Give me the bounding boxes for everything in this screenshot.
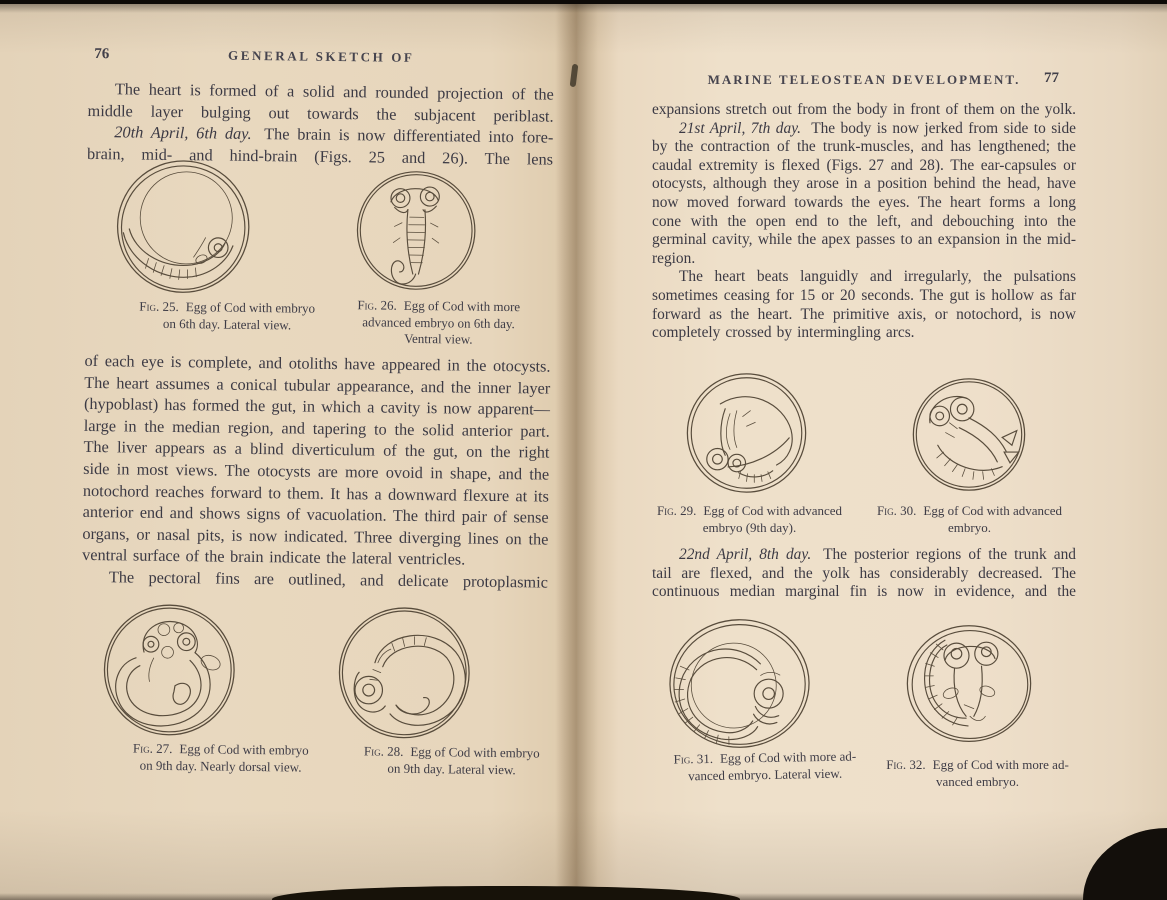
fig-27-egg-embryo-dorsal-illustration (88, 600, 252, 740)
date-lead: 20th April, 6th day. (114, 122, 252, 144)
fig-28-egg-embryo-lateral-illustration (323, 603, 487, 743)
paragraph: expansions stretch out from the body in front of them on the yolk. (652, 101, 1076, 118)
paragraph-dated (652, 120, 1076, 269)
caption-fig-30: Fig. 30. Egg of Cod with advanced embryo. (876, 503, 1063, 535)
caption-fig-25: Fig. 25. Egg of Cod with embryo on 6th day. Lateral view. (139, 298, 316, 332)
photo-top-shadow (0, 4, 1167, 13)
running-header-right: MARINE TELEOSTEAN DEVELOPMENT. (707, 72, 1021, 87)
paragraph-text: The brain is now differentiated into fore-brain, mid- and hind-brain (Figs. 25 and 26). The lens (86, 124, 554, 169)
fig-25-egg-embryo-lateral-illustration (98, 156, 268, 300)
paragraph: The heart is formed of a solid and rounded projection of the middle layer bulging out towards the subjacent periblast. (87, 79, 554, 126)
fig-26-egg-embryo-ventral-illustration (344, 161, 488, 301)
running-header-left: GENERAL SKETCH OF (227, 47, 415, 65)
fig-30-egg-advanced-embryo-illustration (900, 374, 1038, 496)
caption-fig-26: Fig. 26. Egg of Cod with more advanced embryo on 6th day. Ventral view. (357, 297, 521, 347)
left-main-text-block (82, 350, 551, 593)
right-mid-text-block (652, 546, 1076, 602)
caption-fig-31: Fig. 31. Egg of Cod with more ad- vanced embryo. Lateral view. (673, 748, 857, 783)
paragraph: The pectoral fins are outlined, and delicate protoplasmic (108, 567, 549, 592)
date-lead: 22nd April, 8th day. (679, 546, 812, 563)
caption-fig-29: Fig. 29. Egg of Cod with advanced embryo (9th day). (656, 503, 843, 535)
fig-32-egg-embryo-frontal-illustration (896, 620, 1042, 750)
paragraph: of each eye is complete, and otoliths have appeared in the otocysts. The heart assumes a conical tubular appearance, and the inner layer (hypoblast) has formed the gut, in which a cavity is now apparent—large in the median region, and tapering to the solid anterior part. The liver appears as a blind diverticulum of the gut, on the right side in most views. The otocysts are more ovoid in shape, and the notochord reaches forward to them. It has a downward flexure at its anterior end and shows signs of vacuolation. The third pair of sense organs, or nasal pits, is now indicated. Three diverging lines on the ventral surface of the brain indicate the lateral ventricles. (82, 350, 551, 569)
paragraph-text: The body is now jerked from side to side by the contraction of the trunk-muscles, and has lengthened; the caudal extremity is flexed (Figs. 27 and 28). The ear-capsules or otocysts, although they arose in a position behind the head, have now moved forward towards the eyes. The heart forms a long cone with the open end to the left, and debouching into the germinal cavity, while the apex passes to an expansion in the mid-region. (652, 119, 1076, 267)
fig-29-egg-advanced-embryo-illustration (676, 370, 818, 496)
caption-fig-27: Fig. 27. Egg of Cod with embryo on 9th day. Nearly dorsal view. (132, 740, 309, 775)
fig-31-egg-embryo-lateral-illustration (659, 613, 821, 756)
right-top-text-block (652, 101, 1076, 343)
page-number-left: 76 (94, 46, 110, 63)
paragraph: The heart beats languidly and irregularly, the pulsations sometimes ceasing for 15 or 20 seconds. The gut is hollow as far forward as the heart. The primitive axis, or notochord, is now completely crossed by intermingling arcs. (652, 268, 1076, 342)
date-lead: 21st April, 7th day. (679, 119, 802, 137)
paragraph-dated (652, 546, 1076, 602)
paragraph-text: The posterior regions of the trunk and tail are flexed, and the yolk has considerably decreased. The continuous median marginal fin is now in evidence, and the (652, 546, 1076, 601)
page-corner-shadow (1083, 828, 1167, 900)
caption-fig-32: Fig. 32. Egg of Cod with more ad- vanced embryo. (886, 757, 1069, 789)
book-bottom-gap-shadow (272, 886, 740, 900)
caption-fig-28: Fig. 28. Egg of Cod with embryo on 9th day. Lateral view. (363, 743, 540, 777)
page-number-right: 77 (1044, 70, 1059, 86)
